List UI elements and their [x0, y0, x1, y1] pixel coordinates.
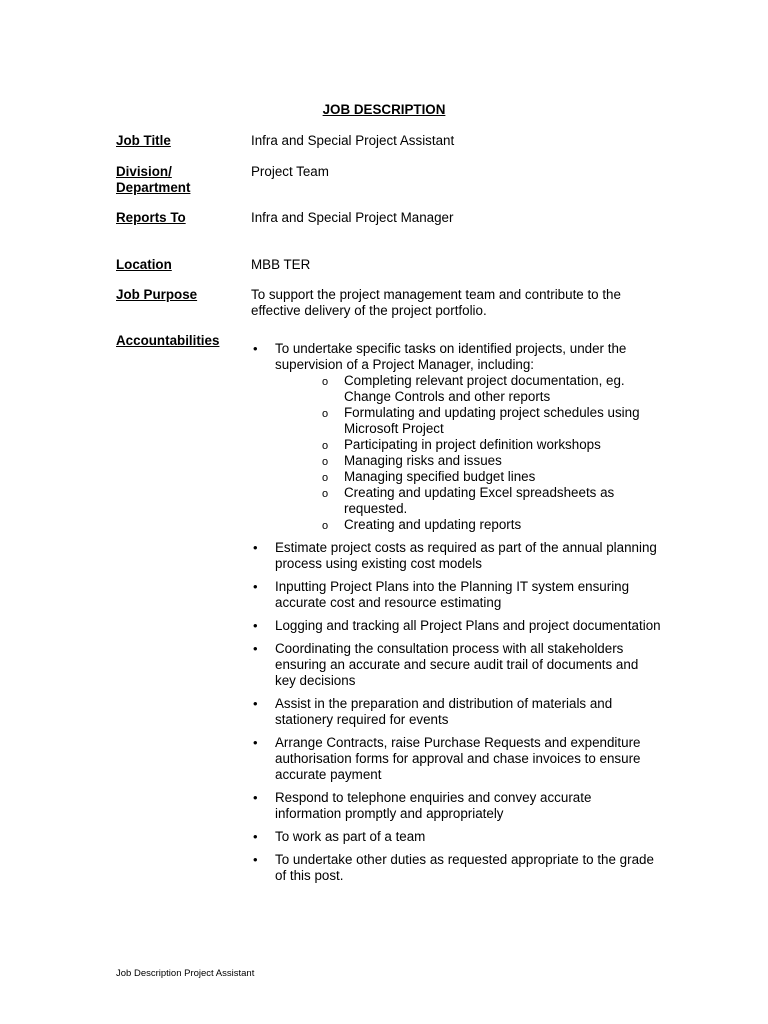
- division-value: Project Team: [251, 164, 329, 179]
- list-item: • Inputting Project Plans into the Planning IT system ensuring accurate cost and resource estimating: [251, 579, 661, 611]
- sub-list-item: o Managing specified budget lines: [275, 469, 661, 485]
- list-item: • Respond to telephone enquiries and convey accurate information promptly and appropriately: [251, 790, 661, 822]
- sub-list-item: o Creating and updating Excel spreadsheets as requested.: [275, 485, 661, 517]
- page-footer: Job Description Project Assistant: [116, 968, 255, 979]
- location-label: Location: [116, 257, 172, 272]
- list-item: [251, 341, 661, 533]
- sub-list-item: o Creating and updating reports: [275, 517, 661, 533]
- division-label-line2: Department: [116, 180, 191, 195]
- job-title-value: Infra and Special Project Assistant: [251, 133, 455, 148]
- list-item: • To work as part of a team: [251, 829, 661, 845]
- list-item: • Arrange Contracts, raise Purchase Requests and expenditure authorisation forms for approval and chase invoices to ensure accurate payment: [251, 735, 661, 783]
- job-title-label: Job Title: [116, 133, 171, 148]
- sub-list: [275, 373, 661, 533]
- division-label-line1: Division/: [116, 164, 172, 179]
- sub-list-item: o Managing risks and issues: [275, 453, 661, 469]
- sub-list-item: o Completing relevant project documentation, eg. Change Controls and other reports: [275, 373, 661, 405]
- list-item: • Coordinating the consultation process with all stakeholders ensuring an accurate and secure audit trail of documents and key decisions: [251, 641, 661, 689]
- sub-list-item: o Participating in project definition workshops: [275, 437, 661, 453]
- reports-to-value: Infra and Special Project Manager: [251, 210, 454, 225]
- accountabilities-label: Accountabilities: [116, 333, 220, 348]
- accountabilities-list: [251, 341, 661, 891]
- reports-to-label: Reports To: [116, 210, 186, 225]
- location-value: MBB TER: [251, 257, 311, 272]
- list-item: • Assist in the preparation and distribution of materials and stationery required for events: [251, 696, 661, 728]
- job-purpose-value: To support the project management team and contribute to the effective delivery of the project portfolio.: [251, 287, 621, 318]
- document-title: JOB DESCRIPTION: [322, 102, 446, 117]
- list-item: • To undertake other duties as requested appropriate to the grade of this post.: [251, 852, 661, 884]
- list-item: • Logging and tracking all Project Plans and project documentation: [251, 618, 661, 634]
- list-item: • Estimate project costs as required as part of the annual planning process using existing cost models: [251, 540, 661, 572]
- list-item-text: To undertake specific tasks on identified projects, under the supervision of a Project Manager, including:: [275, 341, 627, 372]
- job-purpose-label: Job Purpose: [116, 287, 198, 302]
- sub-list-item: o Formulating and updating project schedules using Microsoft Project: [275, 405, 661, 437]
